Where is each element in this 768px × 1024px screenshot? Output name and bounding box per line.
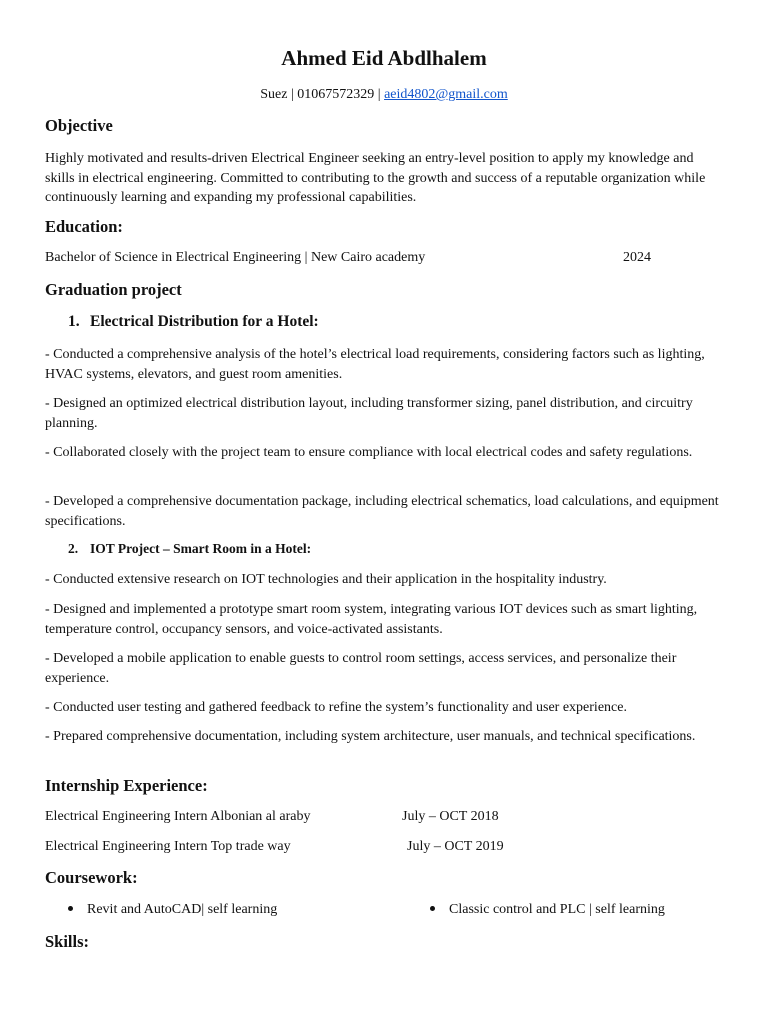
project2-title: IOT Project – Smart Room in a Hotel: xyxy=(90,541,312,556)
internship-heading: Internship Experience: xyxy=(45,776,208,795)
objective-text: Highly motivated and results-driven Electrical Engineer seeking an entry-level position to apply my knowledge and skills in electrical engineering. Committed to contributing to the growth and success of a reputable organization while continuously learning and expanding my professional capabilities. xyxy=(45,151,706,205)
project2-item: - Prepared comprehensive documentation, including system architecture, user manuals, and technical specifications. xyxy=(45,729,696,744)
project2-item: - Conducted extensive research on IOT technologies and their application in the hospitality industry. xyxy=(45,572,607,587)
coursework-item-label: Revit and AutoCAD| self learning xyxy=(87,902,278,917)
internship-role: Electrical Engineering Intern Top trade way xyxy=(45,839,291,854)
internship-date: July – OCT 2019 xyxy=(407,839,504,854)
coursework-item xyxy=(68,902,277,918)
education-heading: Education: xyxy=(45,217,123,236)
contact-location-phone: Suez | 01067572329 | xyxy=(260,87,385,102)
skills-heading: Skills: xyxy=(45,932,90,951)
project2-item: - Conducted user testing and gathered feedback to refine the system’s functionality and user experience. xyxy=(45,700,627,715)
internship-role: Electrical Engineering Intern Albonian al araby xyxy=(45,809,311,824)
project2-item: - Developed a mobile application to enable guests to control room settings, access services, and personalize their experience. xyxy=(45,651,677,686)
bullet-icon xyxy=(430,906,435,911)
project1-item: - Designed an optimized electrical distribution layout, including transformer sizing, panel distribution, and circuitry planning. xyxy=(45,396,693,431)
internship-date: July – OCT 2018 xyxy=(402,809,499,824)
project1-item: - Developed a comprehensive documentation package, including electrical schematics, load calculations, and equipment specifications. xyxy=(45,494,719,529)
contact-line xyxy=(0,87,768,103)
project1-item: - Conducted a comprehensive analysis of the hotel’s electrical load requirements, considering factors such as lighting, HVAC systems, elevators, and guest room amenities. xyxy=(45,347,705,382)
education-year: 2024 xyxy=(623,250,651,265)
project2-item: - Designed and implemented a prototype smart room system, integrating various IOT devices such as smart lighting, temperature control, occupancy sensors, and voice-activated assistants. xyxy=(45,602,698,637)
objective-heading: Objective xyxy=(45,116,113,135)
coursework-heading: Coursework: xyxy=(45,868,138,887)
coursework-item-label: Classic control and PLC | self learning xyxy=(449,902,665,917)
graduation-heading: Graduation project xyxy=(45,280,182,299)
education-degree: Bachelor of Science in Electrical Engineering | New Cairo academy xyxy=(45,250,426,265)
email-link[interactable]: aeid4802@gmail.com xyxy=(384,87,508,102)
project1-item: - Collaborated closely with the project team to ensure compliance with local electrical codes and safety regulations. xyxy=(45,445,693,460)
project2-number: 2. xyxy=(68,541,79,556)
project1-title: Electrical Distribution for a Hotel: xyxy=(90,313,319,330)
project1-number: 1. xyxy=(68,313,80,330)
candidate-name: Ahmed Eid Abdlhalem xyxy=(281,46,487,70)
coursework-item xyxy=(430,902,665,918)
bullet-icon xyxy=(68,906,73,911)
